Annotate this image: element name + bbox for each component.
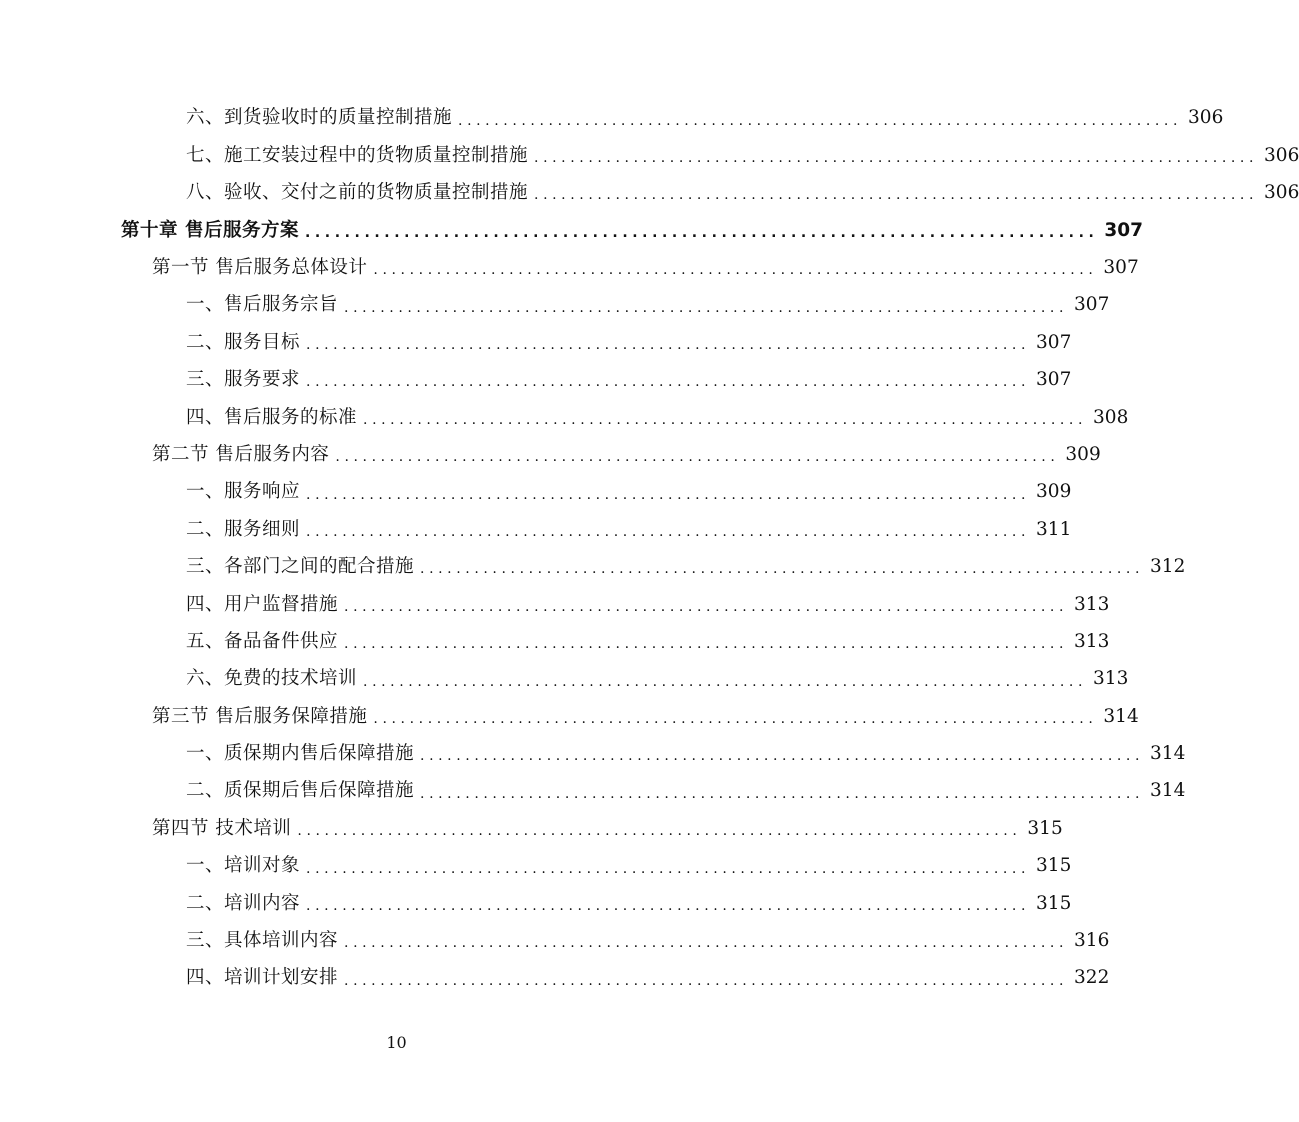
- toc-leader-dots: ................................................................................: [363, 411, 1088, 428]
- toc-entry-label: 三、各部门之间的配合措施: [186, 556, 415, 578]
- toc-entry-label: 第十章 售后服务方案: [121, 219, 299, 241]
- toc-entry-page: 322: [1074, 967, 1110, 989]
- toc-item-entry[interactable]: [0, 175, 1299, 212]
- toc-leader-dots: ................................................................................: [297, 823, 1022, 840]
- toc-item-entry[interactable]: [0, 324, 1072, 361]
- toc-entry-label: 一、售后服务宗旨: [186, 294, 339, 316]
- toc-leader-dots: ................................................................................: [373, 262, 1098, 279]
- toc-leader-dots: ................................................................................: [344, 299, 1069, 316]
- toc-entry-label: 六、到货验收时的质量控制措施: [186, 107, 453, 129]
- toc-entry-page: 309: [1065, 443, 1101, 465]
- toc-entry-label: 二、服务细则: [186, 518, 301, 540]
- toc-entry-label: 四、用户监督措施: [186, 593, 339, 615]
- toc-entry-label: 七、施工安装过程中的货物质量控制措施: [186, 144, 529, 166]
- toc-leader-dots: ................................................................................: [304, 224, 1099, 241]
- toc-entry-label: 二、质保期后售后保障措施: [186, 780, 415, 802]
- toc-leader-dots: ................................................................................: [363, 673, 1088, 690]
- toc-item-entry[interactable]: [0, 100, 1224, 137]
- toc-entry-label: 三、服务要求: [186, 369, 301, 391]
- toc-leader-dots: ................................................................................: [306, 374, 1031, 391]
- toc-leader-dots: ................................................................................: [306, 897, 1031, 914]
- toc-leader-dots: ................................................................................: [306, 337, 1031, 354]
- toc-item-entry[interactable]: [0, 773, 1186, 810]
- toc-entry-page: 311: [1036, 518, 1072, 540]
- toc-chapter-entry[interactable]: [0, 212, 1144, 249]
- toc-entry-page: 308: [1093, 406, 1129, 428]
- toc-section-entry[interactable]: [0, 437, 1101, 474]
- toc-leader-dots: ................................................................................: [335, 449, 1060, 466]
- toc-entry-page: 312: [1150, 556, 1186, 578]
- toc-leader-dots: ................................................................................: [306, 486, 1031, 503]
- toc-entry-page: 313: [1074, 630, 1110, 652]
- toc-item-entry[interactable]: [0, 549, 1186, 586]
- toc-entry-label: 八、验收、交付之前的货物质量控制措施: [186, 182, 529, 204]
- toc-item-entry[interactable]: [0, 586, 1110, 623]
- toc-entry-label: 四、售后服务的标准: [186, 406, 358, 428]
- toc-entry-page: 313: [1093, 668, 1129, 690]
- toc-leader-dots: ................................................................................: [420, 748, 1145, 765]
- toc-entry-page: 307: [1104, 219, 1144, 241]
- toc-entry-page: 307: [1036, 369, 1072, 391]
- toc-entry-label: 五、备品备件供应: [186, 630, 339, 652]
- toc-entry-page: 306: [1188, 107, 1224, 129]
- toc-item-entry[interactable]: [0, 287, 1110, 324]
- toc-item-entry[interactable]: [0, 848, 1072, 885]
- toc-entry-label: 二、服务目标: [186, 331, 301, 353]
- toc-entry-label: 一、质保期内售后保障措施: [186, 743, 415, 765]
- toc-leader-dots: ................................................................................: [420, 785, 1145, 802]
- toc-entry-label: 三、具体培训内容: [186, 930, 339, 952]
- toc-item-entry[interactable]: [0, 474, 1072, 511]
- toc-entry-label: 第二节 售后服务内容: [152, 443, 330, 465]
- toc-item-entry[interactable]: [0, 511, 1072, 548]
- toc-leader-dots: ................................................................................: [344, 972, 1069, 989]
- toc-entry-label: 一、培训对象: [186, 855, 301, 877]
- toc-entry-page: 307: [1103, 257, 1139, 278]
- toc-entry-label: 第三节 售后服务保障措施: [152, 705, 368, 727]
- toc-leader-dots: ................................................................................: [420, 561, 1145, 578]
- toc-entry-page: 314: [1103, 705, 1139, 727]
- toc-leader-dots: ................................................................................: [306, 860, 1031, 877]
- toc-leader-dots: ................................................................................: [344, 598, 1069, 615]
- toc-entry-page: 307: [1036, 331, 1072, 353]
- toc-leader-dots: ................................................................................: [458, 112, 1183, 129]
- toc-entry-label: 二、培训内容: [186, 892, 301, 914]
- toc-section-entry[interactable]: [0, 250, 1139, 287]
- toc-section-entry[interactable]: [0, 698, 1139, 735]
- toc-item-entry[interactable]: [0, 623, 1110, 660]
- toc-entry-page: 306: [1264, 182, 1299, 204]
- toc-item-entry[interactable]: [0, 923, 1110, 960]
- toc-entry-label: 四、培训计划安排: [186, 967, 339, 989]
- toc-entry-label: 第四节 技术培训: [152, 817, 292, 839]
- table-of-contents: [0, 100, 1299, 997]
- toc-entry-page: 315: [1027, 817, 1063, 839]
- toc-entry-page: 314: [1150, 743, 1186, 765]
- toc-item-entry[interactable]: [0, 362, 1072, 399]
- toc-leader-dots: ................................................................................: [534, 150, 1259, 167]
- toc-leader-dots: ................................................................................: [534, 187, 1259, 204]
- toc-entry-page: 316: [1074, 930, 1110, 952]
- toc-entry-page: 315: [1036, 855, 1072, 877]
- toc-leader-dots: ................................................................................: [344, 636, 1069, 653]
- toc-item-entry[interactable]: [0, 960, 1110, 997]
- toc-entry-page: 306: [1264, 144, 1299, 166]
- toc-entry-label: 六、免费的技术培训: [186, 668, 358, 690]
- toc-leader-dots: ................................................................................: [306, 523, 1031, 540]
- toc-section-entry[interactable]: [0, 810, 1063, 847]
- toc-item-entry[interactable]: [0, 736, 1186, 773]
- toc-item-entry[interactable]: [0, 661, 1129, 698]
- page-number: 10: [386, 1033, 407, 1052]
- toc-item-entry[interactable]: [0, 399, 1129, 436]
- toc-leader-dots: ................................................................................: [373, 710, 1098, 727]
- toc-entry-label: 一、服务响应: [186, 481, 301, 503]
- toc-entry-page: 309: [1036, 481, 1072, 503]
- toc-entry-page: 313: [1074, 593, 1110, 615]
- toc-entry-label: 第一节 售后服务总体设计: [152, 257, 368, 278]
- toc-leader-dots: ................................................................................: [344, 935, 1069, 952]
- toc-entry-page: 315: [1036, 892, 1072, 914]
- toc-entry-page: 307: [1074, 294, 1110, 316]
- toc-item-entry[interactable]: [0, 885, 1072, 922]
- toc-item-entry[interactable]: [0, 137, 1299, 174]
- toc-entry-page: 314: [1150, 780, 1186, 802]
